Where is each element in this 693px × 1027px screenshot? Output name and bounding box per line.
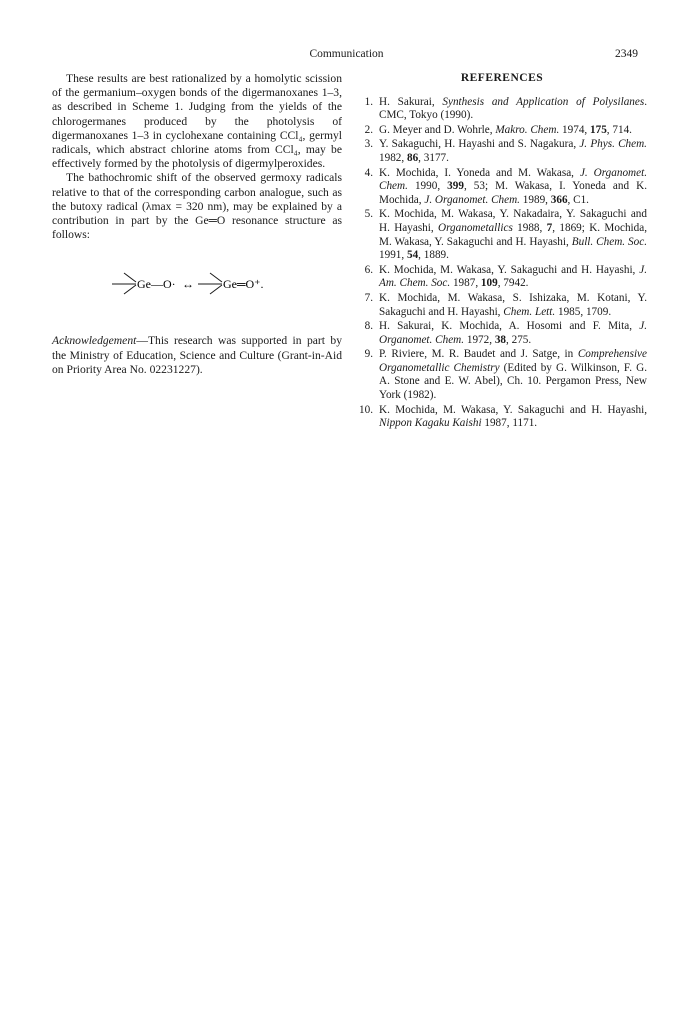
running-title: Communication	[309, 48, 384, 60]
reference-item	[357, 292, 647, 319]
reference-text: K. Mochida, M. Wakasa, Y. Sakaguchi and H. Hayashi,	[379, 263, 640, 276]
right-column	[357, 72, 647, 432]
reference-item	[357, 264, 647, 291]
reference-text: , 714.	[606, 123, 632, 136]
references-heading: REFERENCES	[460, 72, 544, 84]
reference-text: K. Mochida, M. Wakasa, S. Ishizaka, M. Kotani, Y. Sakaguchi and H. Hayashi,	[379, 291, 647, 318]
reference-number: 10.	[359, 403, 373, 416]
reference-number: 2.	[364, 123, 373, 136]
reference-number: 7.	[364, 291, 373, 304]
reference-item	[357, 96, 647, 123]
reference-number: 4.	[364, 166, 373, 179]
left-column	[52, 72, 342, 377]
paragraph-homolytic-scission: These results are best rationalized by a homolytic scission of the germanium–oxygen bonds of the digermanoxanes 1–3, as described in Scheme 1. Judging from the yields of the chlorogermanes produced by the photolysis of digermanoxanes 1–3 in cyclohexane containing CCl₄, germyl radicals, which abstract chlorine atoms from CCl₄, may be effectively formed by the photolysis of digermylperoxides.	[52, 72, 342, 171]
reference-text: Bull. Chem. Soc.	[571, 235, 647, 248]
acknowledgement-lead: Acknowledgement	[52, 334, 137, 348]
reference-text: , 1889.	[418, 249, 449, 262]
reference-text: 175	[590, 123, 607, 136]
reference-text: , 1869; K. Mochida, M. Wakasa, Y. Sakaguchi and H. Hayashi,	[379, 221, 647, 248]
reference-text: 86	[406, 151, 419, 164]
reference-text: 1987, 1171.	[481, 417, 538, 430]
reference-text: 109	[480, 277, 498, 290]
reference-text: Comprehensive Organometallic Chemistry	[379, 348, 647, 374]
reference-text: J. Am. Chem. Soc.	[379, 263, 647, 290]
reference-text: H. Sakurai, K. Mochida, A. Hosomi and F. Mita,	[379, 320, 640, 333]
paragraph-bathochromic-shift: The bathochromic shift of the observed germoxy radicals relative to that of the corresponding carbon analogue, such as the butoxy radical (λmax = 320 nm), may be explained by a contribution in part by the Ge═O resonance structure as follows:	[52, 171, 342, 242]
reference-text: K. Mochida, M. Wakasa, Y. Sakaguchi and H. Hayashi,	[379, 403, 647, 416]
reference-text: . CMC, Tokyo (1990).	[379, 95, 647, 122]
reference-number: 6.	[364, 263, 373, 276]
reference-text: 1987,	[450, 277, 481, 290]
reference-text: 1990,	[407, 180, 448, 193]
reference-item	[357, 348, 647, 402]
reference-text: Y. Sakaguchi, H. Hayashi and S. Nagakura,	[379, 138, 580, 151]
resonance-left: Ge—O·	[137, 277, 176, 292]
reference-text: 1985, 1709.	[555, 305, 612, 318]
reference-text: 1982,	[379, 151, 407, 164]
reference-item	[357, 320, 647, 347]
reference-number: 8.	[364, 320, 373, 333]
reference-number: 3.	[364, 138, 373, 151]
reference-text: 1991,	[379, 249, 407, 262]
reference-item	[357, 167, 647, 208]
reference-text: 7	[546, 221, 553, 234]
reference-text: (Edited by G. Wilkinson, F. G. A. Stone and E. W. Abel), Ch. 10. Pergamon Press, New York (1982).	[379, 361, 648, 402]
resonance-right: Ge═O⁺.	[223, 277, 264, 292]
reference-text: H. Sakurai,	[379, 95, 443, 108]
reference-text: 38	[494, 333, 506, 346]
reference-text: P. Riviere, M. R. Baudet and J. Satge, in	[379, 348, 578, 361]
reference-text: Nippon Kagaku Kaishi	[379, 417, 482, 430]
reference-text: J. Phys. Chem.	[579, 138, 647, 151]
reference-text: , 7942.	[497, 277, 529, 290]
reference-number: 5.	[364, 208, 373, 221]
reference-item	[357, 404, 647, 431]
acknowledgement	[52, 334, 342, 377]
reference-text: K. Mochida, I. Yoneda and M. Wakasa,	[379, 166, 580, 179]
reference-text: , C1.	[567, 193, 589, 206]
reference-text: Makro. Chem.	[495, 123, 560, 136]
reference-text: J. Organomet. Chem.	[424, 193, 520, 206]
reference-text: 54	[406, 249, 419, 262]
reference-text: G. Meyer and D. Wohrle,	[379, 123, 496, 136]
resonance-structure-drawing	[52, 264, 342, 304]
reference-text: K. Mochida, M. Wakasa, Y. Nakadaira, Y. Sakaguchi and H. Hayashi,	[379, 208, 647, 234]
reference-item	[357, 138, 647, 165]
reference-number: 1.	[364, 95, 373, 108]
page-number: 2349	[615, 48, 638, 60]
acknowledgement-text: —This research was supported in part by the Ministry of Education, Science and Culture (Grant-in-Aid on Priority Area No. 02231227).	[52, 334, 342, 376]
reference-text: , 3177.	[418, 151, 449, 164]
reference-text: , 275.	[506, 333, 532, 346]
reference-text: 366	[550, 193, 568, 206]
reference-text: 1972,	[464, 333, 495, 346]
reference-text: 1989,	[519, 193, 551, 206]
resonance-structure	[52, 264, 342, 304]
reference-text: 1974,	[559, 123, 591, 136]
reference-item	[357, 208, 647, 262]
reference-text: J. Organomet. Chem.	[379, 320, 647, 346]
reference-text: Chem. Lett.	[503, 305, 556, 318]
reference-text: 399	[447, 180, 464, 193]
reference-item	[357, 124, 647, 138]
reference-number: 9.	[364, 348, 373, 361]
resonance-arrow: ↔	[182, 277, 194, 292]
page-header	[0, 48, 693, 66]
reference-text: Synthesis and Application of Polysilanes	[442, 95, 645, 108]
reference-text: Organometallics	[438, 221, 513, 234]
reference-text: 1988,	[512, 221, 547, 234]
reference-text: J. Organomet. Chem.	[379, 166, 648, 193]
references-list	[357, 96, 647, 431]
reference-text: , 53; M. Wakasa, I. Yoneda and K. Mochida,	[379, 180, 648, 206]
